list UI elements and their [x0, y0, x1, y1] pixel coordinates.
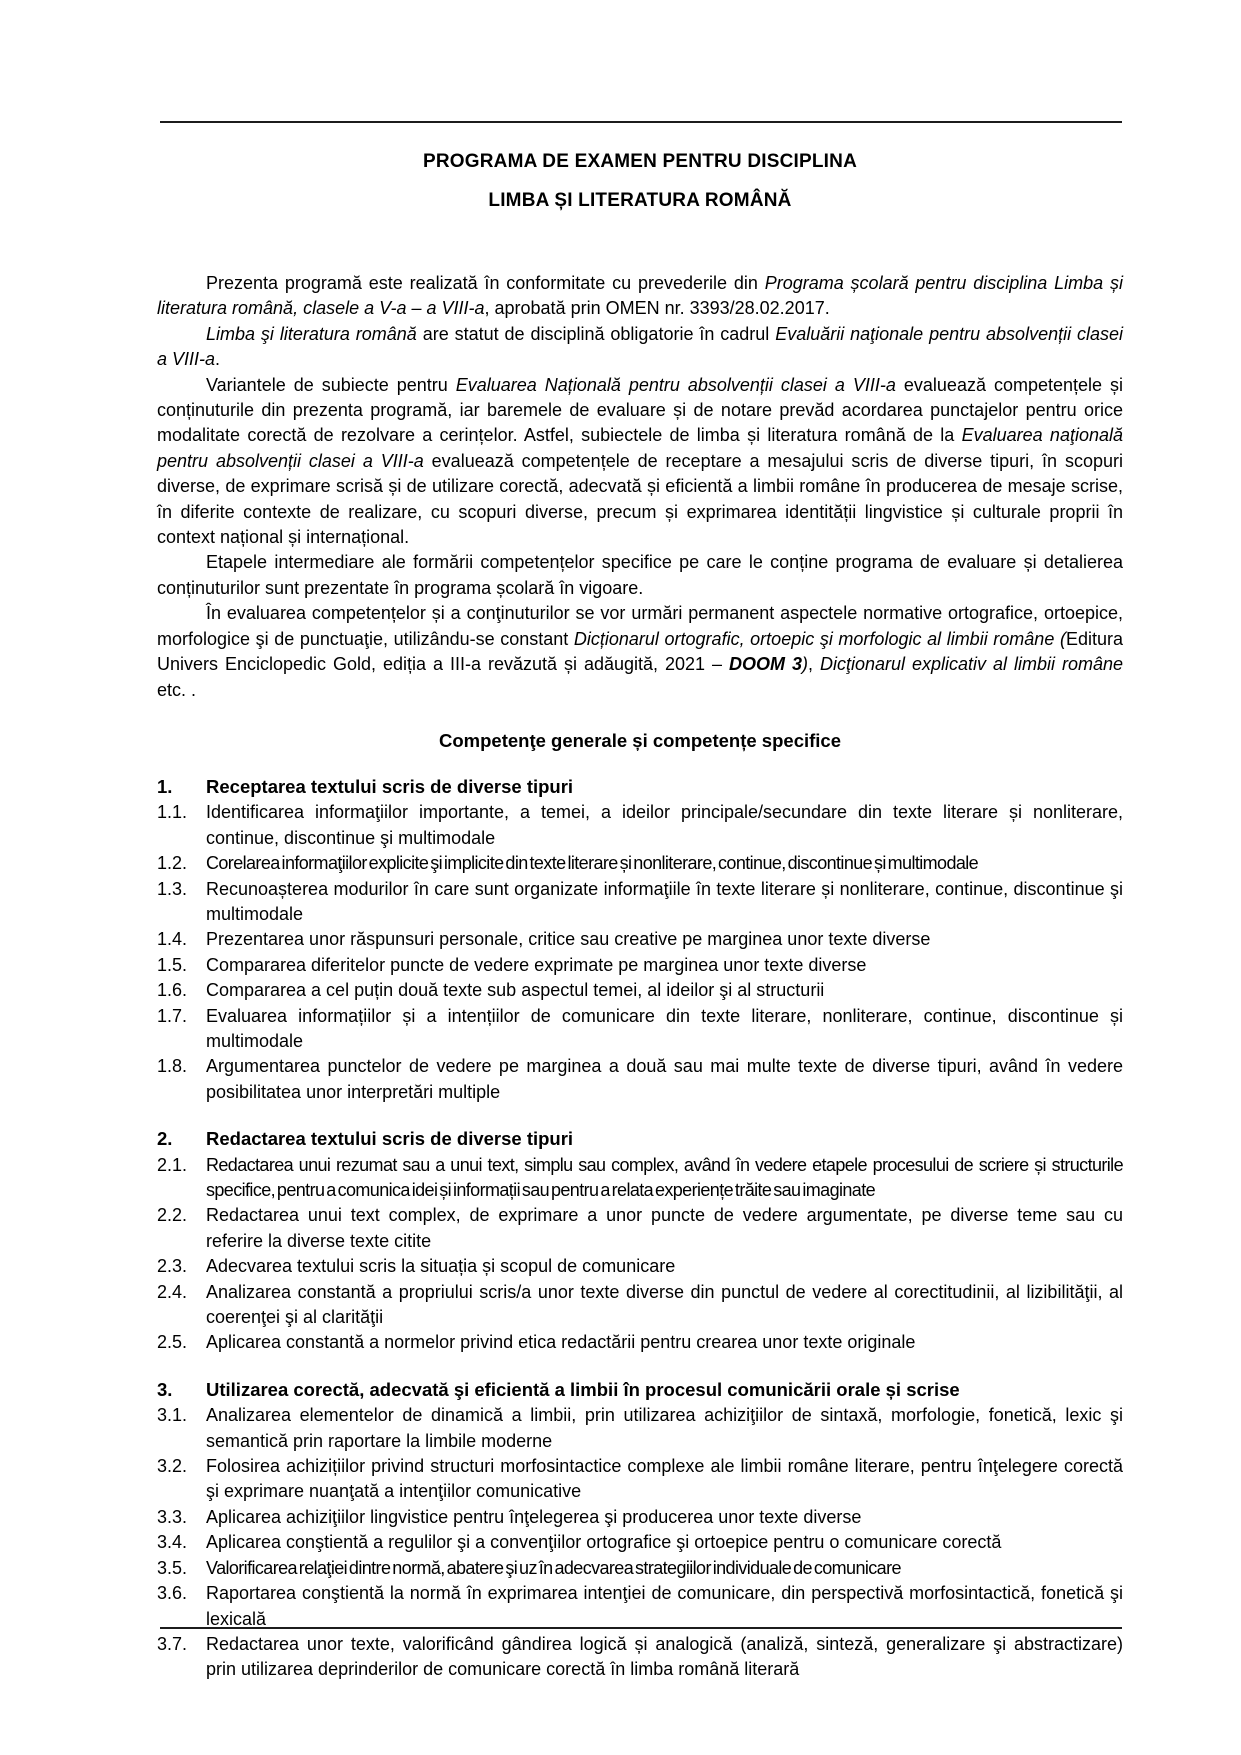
- item-text: Adecvarea textului scris la situația și scopul de comunicare: [206, 1256, 676, 1277]
- sections-container: [157, 774, 1123, 1683]
- paragraph-segment: În evaluarea competențelor și a conţinuturilor se vor urmări permanent aspectele normative ortografice, ortoepice, morfologice şi de punctuaţie, utilizându-se constant: [157, 603, 1123, 649]
- paragraph-segment: Etapele intermediare ale formării competențelor specifice pe care le conține programa de evaluare și detalierea conținuturilor sunt prezentate în programa școlară în vigoare.: [157, 552, 1123, 598]
- section-title: Redactarea textului scris de diverse tipuri: [206, 1128, 574, 1150]
- item-number: 2.5.: [157, 1332, 188, 1353]
- section-heading: [157, 1377, 1123, 1402]
- paragraph-segment: Limba şi literatura română: [206, 323, 417, 344]
- list-item: [157, 953, 1123, 978]
- item-number: 1.3.: [157, 878, 188, 899]
- competences-heading: Competenţe generale și competențe specifice: [439, 729, 841, 751]
- item-number: 2.4.: [157, 1281, 188, 1302]
- list-item: [157, 927, 1123, 952]
- item-number: 2.3.: [157, 1256, 188, 1277]
- section-number: 2.: [157, 1128, 173, 1150]
- paragraph: [157, 550, 1123, 601]
- paragraph-segment: are statut de disciplină obligatorie în cadrul: [416, 323, 776, 344]
- section-title: Utilizarea corectă, adecvată şi eficientă a limbii în procesul comunicării orale și scrise: [206, 1378, 960, 1400]
- paragraph-segment: Prezenta programă este realizată în conformitate cu prevederile din: [206, 273, 765, 293]
- item-number: 1.1.: [157, 802, 188, 823]
- paragraph-segment: , aprobată prin OMEN nr. 3393/28.02.2017.: [484, 298, 830, 319]
- list-item: [157, 1004, 1123, 1055]
- item-number: 1.8.: [157, 1056, 188, 1077]
- item-text: Aplicarea achiziţiilor lingvistice pentru înţelegerea şi producerea unor texte diverse: [206, 1506, 862, 1527]
- item-text: Folosirea achizițiilor privind structuri morfosintactice complexe ale limbii române literare, pentru înţelegere corectă şi exprimare nuanţată a intenţiilor comunicative: [206, 1456, 1123, 1502]
- intro-paragraphs: [157, 271, 1123, 703]
- item-text: Argumentarea punctelor de vedere pe marginea a două sau mai multe texte de diverse tipuri, având în vedere posibilitatea unor interpretări multiple: [206, 1056, 1123, 1102]
- list-item: [157, 1403, 1123, 1454]
- paragraph-segment: Dicţionarul explicativ al limbii române: [819, 654, 1123, 675]
- list-item: [157, 851, 1123, 876]
- item-number: 3.4.: [157, 1532, 188, 1553]
- item-number: 3.5.: [157, 1557, 188, 1578]
- section-number: 1.: [157, 775, 173, 797]
- item-text: Redactarea unui rezumat sau a unui text, simplu sau complex, având în vedere etapele procesului de scriere și structurile specifice, pentru a comunica idei și informații sau pentru a relata experiențe trăite sau imaginate: [206, 1154, 1123, 1200]
- item-number: 3.1.: [157, 1405, 188, 1426]
- item-number: 3.7.: [157, 1633, 188, 1654]
- paragraph-segment: evaluează competențele de receptare a mesajului scris de diverse tipuri, în scopuri diverse, de exprimare scrisă și de utilizare corectă, adecvată și eficientă a limbii române în producerea de mesaje scrise, în diferite contexte de realizare, cu scopuri diverse, precum și exprimarea identității lingvistice și culturale proprii în context național și internațional.: [157, 450, 1123, 548]
- item-text: Redactarea unui text complex, de exprimare a unor puncte de vedere argumentate, pe diverse teme sau cu referire la diverse texte citite: [206, 1205, 1123, 1251]
- paragraph-segment: Evaluării naţionale pentru absolvenții clasei a VIII-a: [157, 323, 1124, 370]
- list-item: [157, 1632, 1123, 1683]
- item-text: Aplicarea conştientă a regulilor şi a convenţiilor ortografice şi ortoepice pentru o comunicare corectă: [206, 1532, 1002, 1553]
- list-item: [157, 1581, 1123, 1632]
- section-heading: [157, 1126, 1123, 1151]
- item-number: 2.2.: [157, 1205, 188, 1226]
- paragraph: [157, 271, 1123, 322]
- item-text: Recunoașterea modurilor în care sunt organizate informaţiile în texte literare și nonliterare, continue, discontinue şi multimodale: [206, 878, 1123, 924]
- title-line-2: LIMBA ȘI LITERATURA ROMÂNĂ: [488, 190, 792, 211]
- paragraph: [157, 373, 1123, 551]
- item-number: 3.6.: [157, 1583, 188, 1604]
- paragraph-segment: ,: [808, 654, 820, 675]
- section-title: Receptarea textului scris de diverse tipuri: [206, 775, 574, 797]
- item-text: Valorificarea relaţiei dintre normă, abatere şi uz în adecvarea strategiilor individuale de comunicare: [206, 1557, 901, 1578]
- item-text: Analizarea elementelor de dinamică a limbii, prin utilizarea achiziţiilor de sintaxă, morfologie, fonetică, lexic şi semantică prin raportare la limbile moderne: [206, 1405, 1123, 1451]
- list-item: [157, 1330, 1123, 1355]
- item-text: Aplicarea constantă a normelor privind etica redactării pentru crearea unor texte originale: [206, 1332, 916, 1353]
- paragraph-segment: etc. .: [157, 679, 197, 700]
- paragraph: [157, 322, 1123, 373]
- item-text: Redactarea unor texte, valorificând gândirea logică și analogică (analiză, sinteză, generalizare şi abstractizare) prin utilizarea deprinderilor de comunicare corectă în limba română literară: [206, 1633, 1123, 1680]
- item-text: Analizarea constantă a propriului scris/a unor texte diverse din punctul de vedere al corectitudinii, al lizibilităţii, al coerenţei şi al clarităţii: [206, 1281, 1123, 1328]
- paragraph-segment: Evaluarea naţională pentru absolvenții clasei a VIII-a: [157, 425, 1123, 471]
- item-number: 1.7.: [157, 1005, 188, 1026]
- item-text: Raportarea conştientă la normă în exprimarea intenţiei de comunicare, din perspectivă morfosintactică, fonetică şi lexicală: [206, 1583, 1123, 1629]
- title-line-1: PROGRAMA DE EXAMEN PENTRU DISCIPLINA: [422, 151, 858, 172]
- list-item: [157, 800, 1123, 851]
- item-text: Compararea diferitelor puncte de vedere exprimate pe marginea unor texte diverse: [206, 954, 867, 975]
- document-title: [157, 149, 1123, 213]
- item-number: 1.6.: [157, 980, 188, 1001]
- paragraph-segment: ): [802, 654, 808, 675]
- paragraph-segment: .: [215, 349, 221, 370]
- item-number: 1.4.: [157, 929, 188, 950]
- competence-section: [157, 1126, 1123, 1356]
- paragraph-segment: Editura Univers Enciclopedic Gold, ediția a III-a revăzută și adăugită, 2021 –: [157, 628, 1123, 675]
- list-item: [157, 1556, 1123, 1581]
- paragraph-segment: Evaluarea Națională pentru absolvenții clasei a VIII-a: [455, 374, 896, 395]
- paragraph-segment: evaluează competențele și conținuturile din prezenta programă, iar baremele de evaluare și de notare prevăd acordarea punctajelor pentru orice modalitate corectă de rezolvare a cerințelor. Astfel, subiectele de limba și literatura română de la: [157, 374, 1124, 446]
- competence-section: [157, 774, 1123, 1105]
- list-item: [157, 877, 1123, 928]
- section-number: 3.: [157, 1378, 173, 1400]
- list-item: [157, 1454, 1123, 1505]
- paragraph-segment: Programa școlară pentru disciplina Limba și literatura română, clasele a V-a – a VIII-a: [157, 273, 1123, 319]
- section-heading: [157, 774, 1123, 799]
- list-item: [157, 1280, 1123, 1331]
- list-item: [157, 1203, 1123, 1254]
- list-item: [157, 1505, 1123, 1530]
- list-item: [157, 1153, 1123, 1204]
- list-item: [157, 1254, 1123, 1279]
- item-number: 3.2.: [157, 1456, 188, 1477]
- item-number: 2.1.: [157, 1154, 188, 1175]
- item-number: 3.3.: [157, 1506, 188, 1527]
- item-text: Prezentarea unor răspunsuri personale, critice sau creative pe marginea unor texte diverse: [206, 929, 931, 950]
- item-text: Identificarea informaţiilor importante, a temei, a ideilor principale/secundare din texte literare și nonliterare, continue, discontinue şi multimodale: [206, 802, 1123, 848]
- paragraph-segment: Dicționarul ortografic, ortoepic şi morfologic al limbii române (: [573, 628, 1066, 649]
- footer-rule: [160, 1627, 1122, 1629]
- item-number: 1.5.: [157, 954, 188, 975]
- paragraph: [157, 601, 1123, 703]
- paragraph-segment: Variantele de subiecte pentru: [206, 374, 456, 395]
- list-item: [157, 978, 1123, 1003]
- list-item: [157, 1530, 1123, 1555]
- item-text: Corelarea informaţiilor explicite şi implicite din texte literare și nonliterare, continue, discontinue și multimodale: [206, 853, 979, 874]
- item-text: Evaluarea informațiilor și a intențiilor de comunicare din texte literare, nonliterare, continue, discontinue și multimodale: [206, 1005, 1123, 1051]
- competence-section: [157, 1377, 1123, 1683]
- item-number: 1.2.: [157, 853, 188, 874]
- list-item: [157, 1054, 1123, 1105]
- paragraph-segment: DOOM 3: [729, 654, 802, 675]
- page-content: [157, 122, 1123, 1683]
- item-text: Compararea a cel puțin două texte sub aspectul temei, al ideilor şi al structurii: [206, 980, 825, 1001]
